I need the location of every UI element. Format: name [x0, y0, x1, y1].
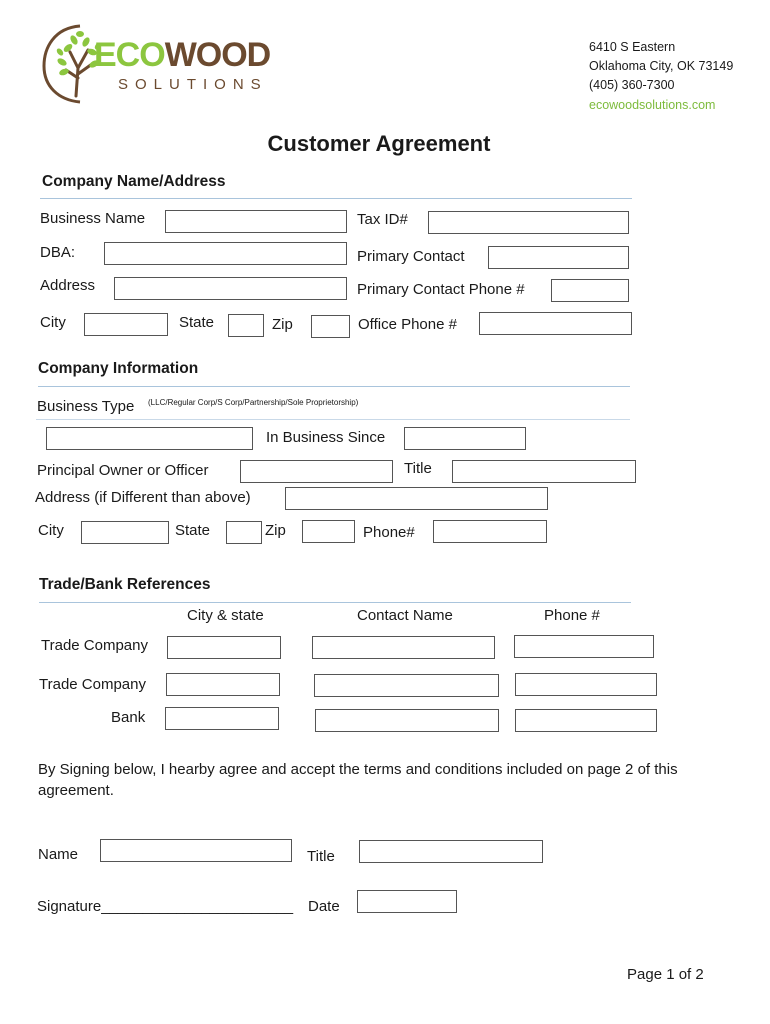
address-if-different-field[interactable]: [285, 487, 548, 510]
zip-label: Zip: [272, 316, 293, 333]
business-type-label: Business Type: [37, 398, 135, 415]
page-number: Page 1 of 2: [627, 966, 704, 983]
agreement-statement: By Signing below, I hearby agree and accept the terms and conditions included on page 2 of this agreement.: [38, 761, 678, 799]
business-name-field[interactable]: [165, 210, 347, 233]
bank-city-state-field[interactable]: [165, 707, 279, 730]
address-line-1: 6410 S Eastern: [589, 40, 676, 54]
logo-text-eco: ECO: [94, 36, 165, 74]
section-divider: [36, 419, 630, 420]
section-heading-trade-bank-references: Trade/Bank References: [39, 576, 211, 593]
business-name-label: Business Name: [40, 210, 146, 227]
reference-1-city-state-field[interactable]: [167, 636, 281, 659]
city-label: City: [40, 314, 66, 331]
office-phone-label: Office Phone #: [358, 316, 457, 333]
owner-city-field[interactable]: [81, 521, 169, 544]
section-divider: [38, 386, 630, 387]
address-field[interactable]: [114, 277, 347, 300]
owner-zip-field[interactable]: [302, 520, 355, 543]
signer-name-label: Name: [38, 846, 79, 863]
column-header-city-state: City & state: [187, 607, 264, 624]
section-divider: [40, 198, 632, 199]
page-title: Customer Agreement: [267, 131, 491, 156]
signer-name-field[interactable]: [100, 839, 292, 862]
reference-2-phone-field[interactable]: [515, 673, 657, 696]
section-heading-company-information: Company Information: [38, 360, 199, 377]
reference-2-contact-name-field[interactable]: [314, 674, 499, 697]
tax-id-label: Tax ID#: [357, 211, 408, 228]
office-phone-field[interactable]: [479, 312, 632, 335]
bank-phone-field[interactable]: [515, 709, 657, 732]
logo-text-wood: WOOD: [164, 36, 271, 74]
state-label: State: [179, 314, 215, 331]
company-logo: [40, 22, 280, 106]
owner-state-label: State: [175, 522, 211, 539]
city-field[interactable]: [84, 313, 168, 336]
address-label: Address: [40, 277, 96, 294]
primary-contact-label: Primary Contact: [357, 248, 465, 265]
in-business-since-field[interactable]: [404, 427, 526, 450]
signature-line[interactable]: Signature_______________________: [37, 898, 294, 915]
principal-owner-field[interactable]: [240, 460, 393, 483]
dba-field[interactable]: [104, 242, 347, 265]
reference-row-label: Trade Company: [41, 637, 148, 654]
column-header-phone: Phone #: [544, 607, 600, 624]
date-label: Date: [308, 898, 340, 915]
address-if-different-label: Address (if Different than above): [35, 489, 251, 506]
primary-contact-field[interactable]: [488, 246, 629, 269]
section-heading-company-name-address: Company Name/Address: [42, 173, 226, 190]
logo-subtext: SOLUTIONS: [118, 76, 268, 93]
business-type-note: (LLC/Regular Corp/S Corp/Partnership/Sole Proprietorship): [148, 398, 359, 407]
owner-phone-label: Phone#: [363, 524, 415, 541]
dba-label: DBA:: [40, 244, 76, 261]
column-header-contact-name: Contact Name: [357, 607, 453, 624]
zip-field[interactable]: [311, 315, 350, 338]
principal-owner-label: Principal Owner or Officer: [37, 462, 209, 479]
signer-title-label: Title: [307, 848, 335, 865]
reference-row-label: Bank: [111, 709, 146, 726]
reference-row-label: Trade Company: [39, 676, 146, 693]
owner-title-field[interactable]: [452, 460, 636, 483]
reference-2-city-state-field[interactable]: [166, 673, 280, 696]
address-line-2: Oklahoma City, OK 73149: [589, 59, 734, 73]
owner-title-label: Title: [404, 460, 432, 477]
owner-state-field[interactable]: [226, 521, 262, 544]
signer-title-field[interactable]: [359, 840, 543, 863]
primary-contact-phone-label: Primary Contact Phone #: [357, 281, 525, 298]
section-divider: [39, 602, 631, 603]
state-field[interactable]: [228, 314, 264, 337]
in-business-since-label: In Business Since: [266, 429, 386, 446]
business-type-field[interactable]: [46, 427, 253, 450]
owner-city-label: City: [38, 522, 64, 539]
company-website[interactable]: ecowoodsolutions.com: [589, 98, 716, 112]
bank-contact-name-field[interactable]: [315, 709, 499, 732]
company-phone: (405) 360-7300: [589, 78, 675, 92]
owner-phone-field[interactable]: [433, 520, 547, 543]
owner-zip-label: Zip: [265, 522, 286, 539]
reference-1-contact-name-field[interactable]: [312, 636, 495, 659]
primary-contact-phone-field[interactable]: [551, 279, 629, 302]
reference-1-phone-field[interactable]: [514, 635, 654, 658]
tax-id-field[interactable]: [428, 211, 629, 234]
date-field[interactable]: [357, 890, 457, 913]
